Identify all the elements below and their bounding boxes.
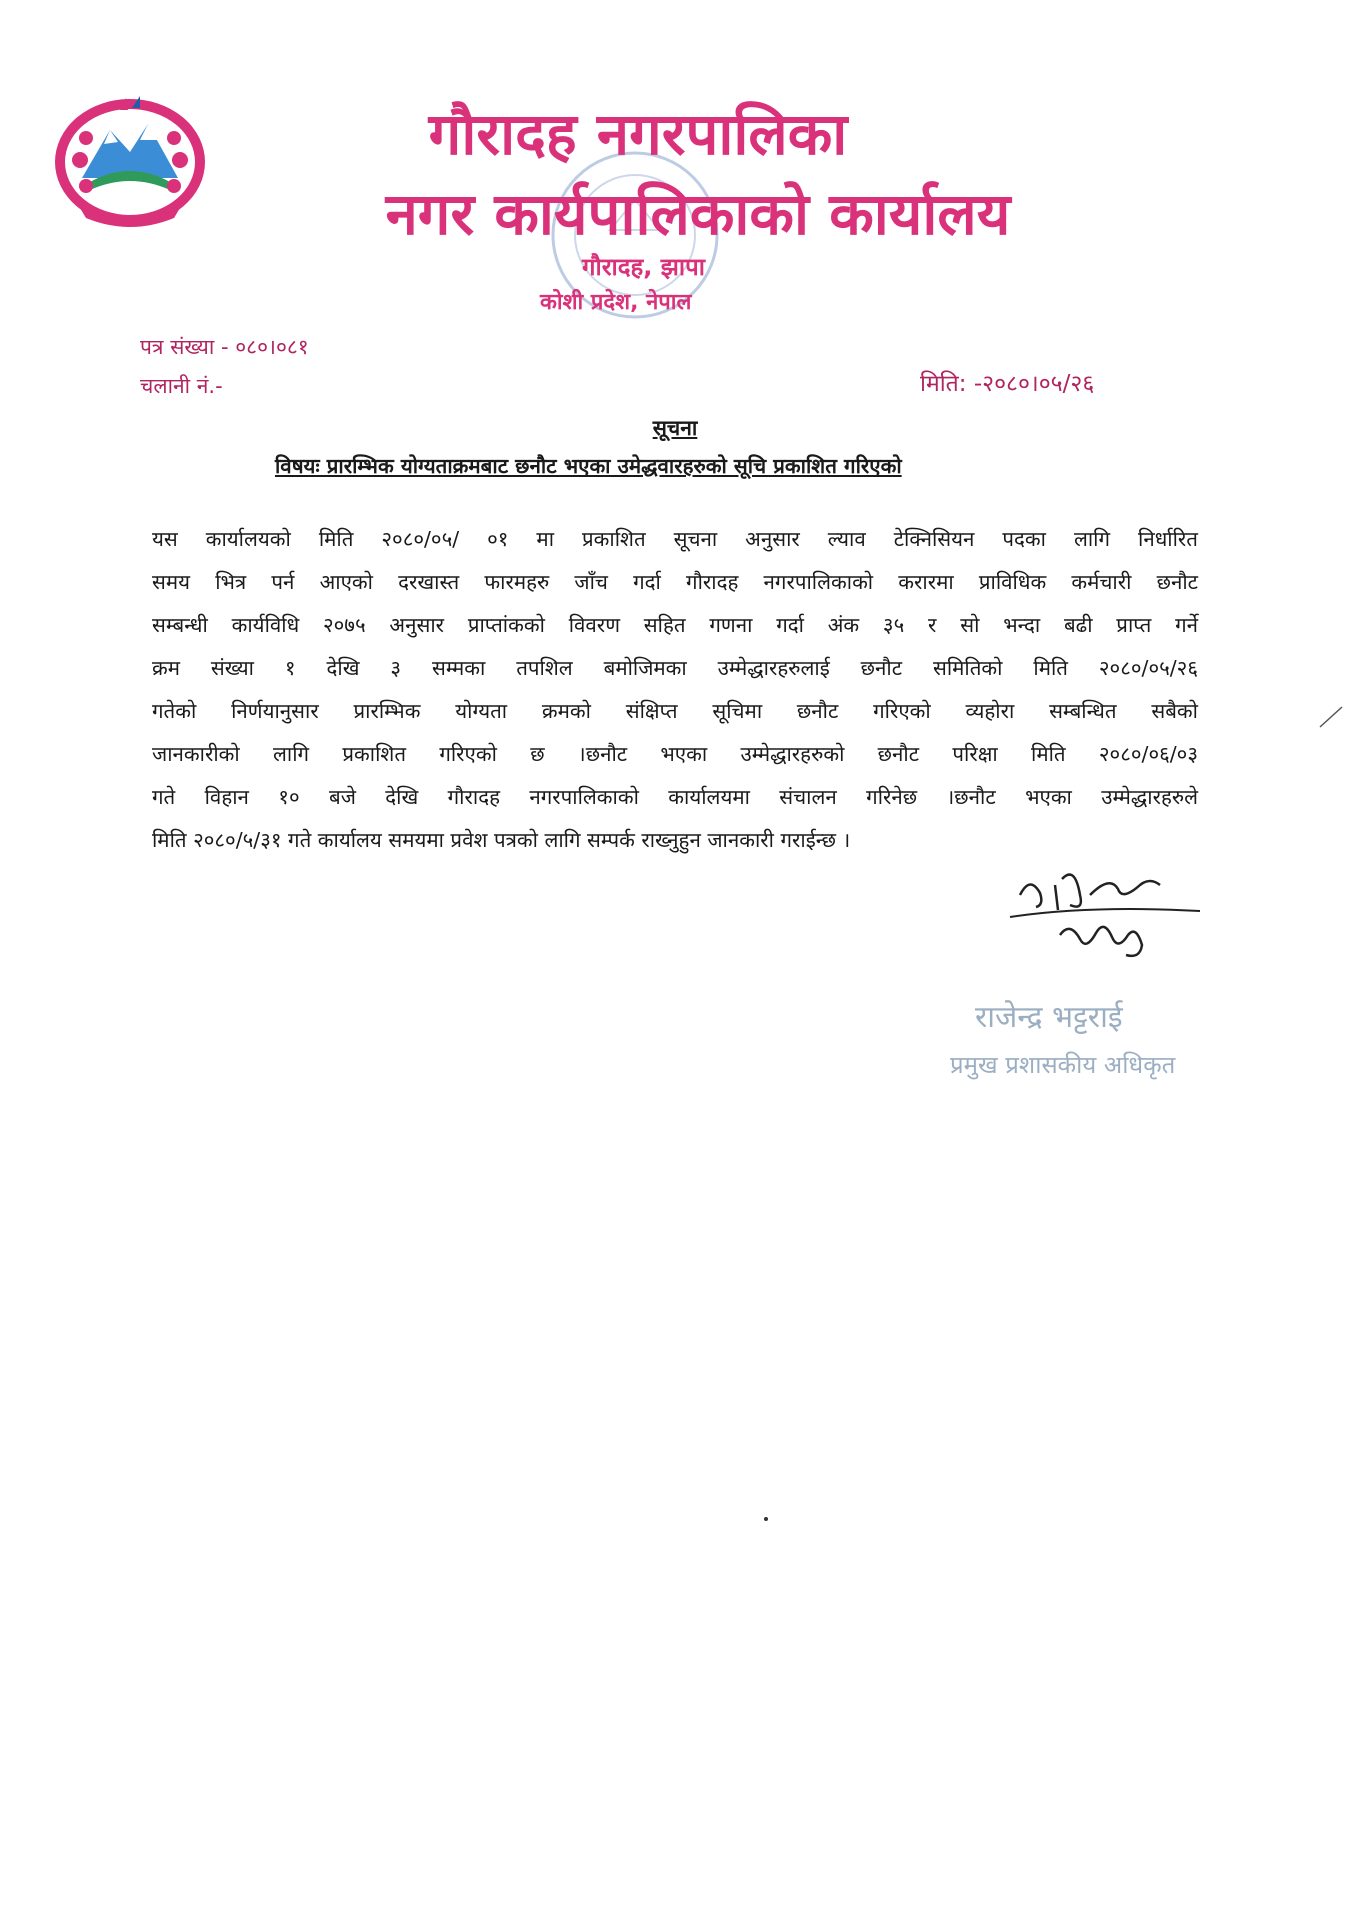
signatory-title: प्रमुख प्रशासकीय अधिकृत (950, 1051, 1176, 1079)
body-line: गते विहान १० बजे देखि गौरादह नगरपालिकाको कार्यालयमा संचालन गरिनेछ ।छनौट भएका उम्मेद्धारहरुले (152, 785, 1198, 809)
body-line: यस कार्यालयको मिति २०८०/०५/ ०१ मा प्रकाशित सूचना अनुसार ल्याव टेक्निसियन पदका लागि निर्धारित (152, 527, 1198, 551)
handwritten-signature (1000, 855, 1210, 975)
letter-number: पत्र संख्या - ०८०।०८१ (140, 335, 309, 359)
office-name: नगर कार्यपालिकाको कार्यालय (385, 180, 1011, 248)
margin-pen-mark (1318, 705, 1344, 729)
letter-date: मिति: -२०८०।०५/२६ (920, 371, 1095, 397)
notice-body (152, 518, 1198, 862)
body-line: जानकारीको लागि प्रकाशित गरिएको छ ।छनौट भएका उम्मेद्धारहरुको छनौट परिक्षा मिति २०८०/०६/०३ (152, 742, 1198, 766)
body-line: मिति २०८०/५/३१ गते कार्यालय समयमा प्रवेश पत्रको लागि सम्पर्क राख्नुहुन जानकारी गराईन्छ । (152, 828, 851, 852)
body-line: समय भित्र पर्न आएको दरखास्त फारमहरु जाँच गर्दा गौरादह नगरपालिकाको करारमा प्राविधिक कर्मचारी छनौट (152, 570, 1198, 594)
address-district: गौरादह, झापा (582, 253, 705, 281)
body-line: सम्बन्धी कार्यविधि २०७५ अनुसार प्राप्तांकको विवरण सहित गणना गर्दा अंक ३५ र सो भन्दा बढी प्राप्त गर्ने (152, 613, 1198, 637)
body-line: गतेको निर्णयानुसार प्रारम्भिक योग्यता क्रमको संक्षिप्त सूचिमा छनौट गरिएको व्यहोरा सम्बन्धित सबैको (152, 699, 1198, 723)
notice-subject: विषयः प्रारम्भिक योग्यताक्रमबाट छनौट भएका उमेद्धवारहरुको सूचि प्रकाशित गरिएको (275, 454, 902, 478)
signatory-name: राजेन्द्र भट्टराई (975, 1000, 1123, 1035)
scan-speck (764, 1517, 768, 1521)
notice-heading: सूचना (652, 416, 698, 440)
municipality-name: गौरादह नगरपालिका (428, 100, 848, 168)
body-line: क्रम संख्या १ देखि ३ सम्मका तपशिल बमोजिमका उम्मेद्धारहरुलाई छनौट समितिको मिति २०८०/०५/२६ (152, 656, 1198, 680)
dispatch-number: चलानी नं.- (140, 374, 223, 398)
address-province: कोशी प्रदेश, नेपाल (540, 290, 692, 315)
